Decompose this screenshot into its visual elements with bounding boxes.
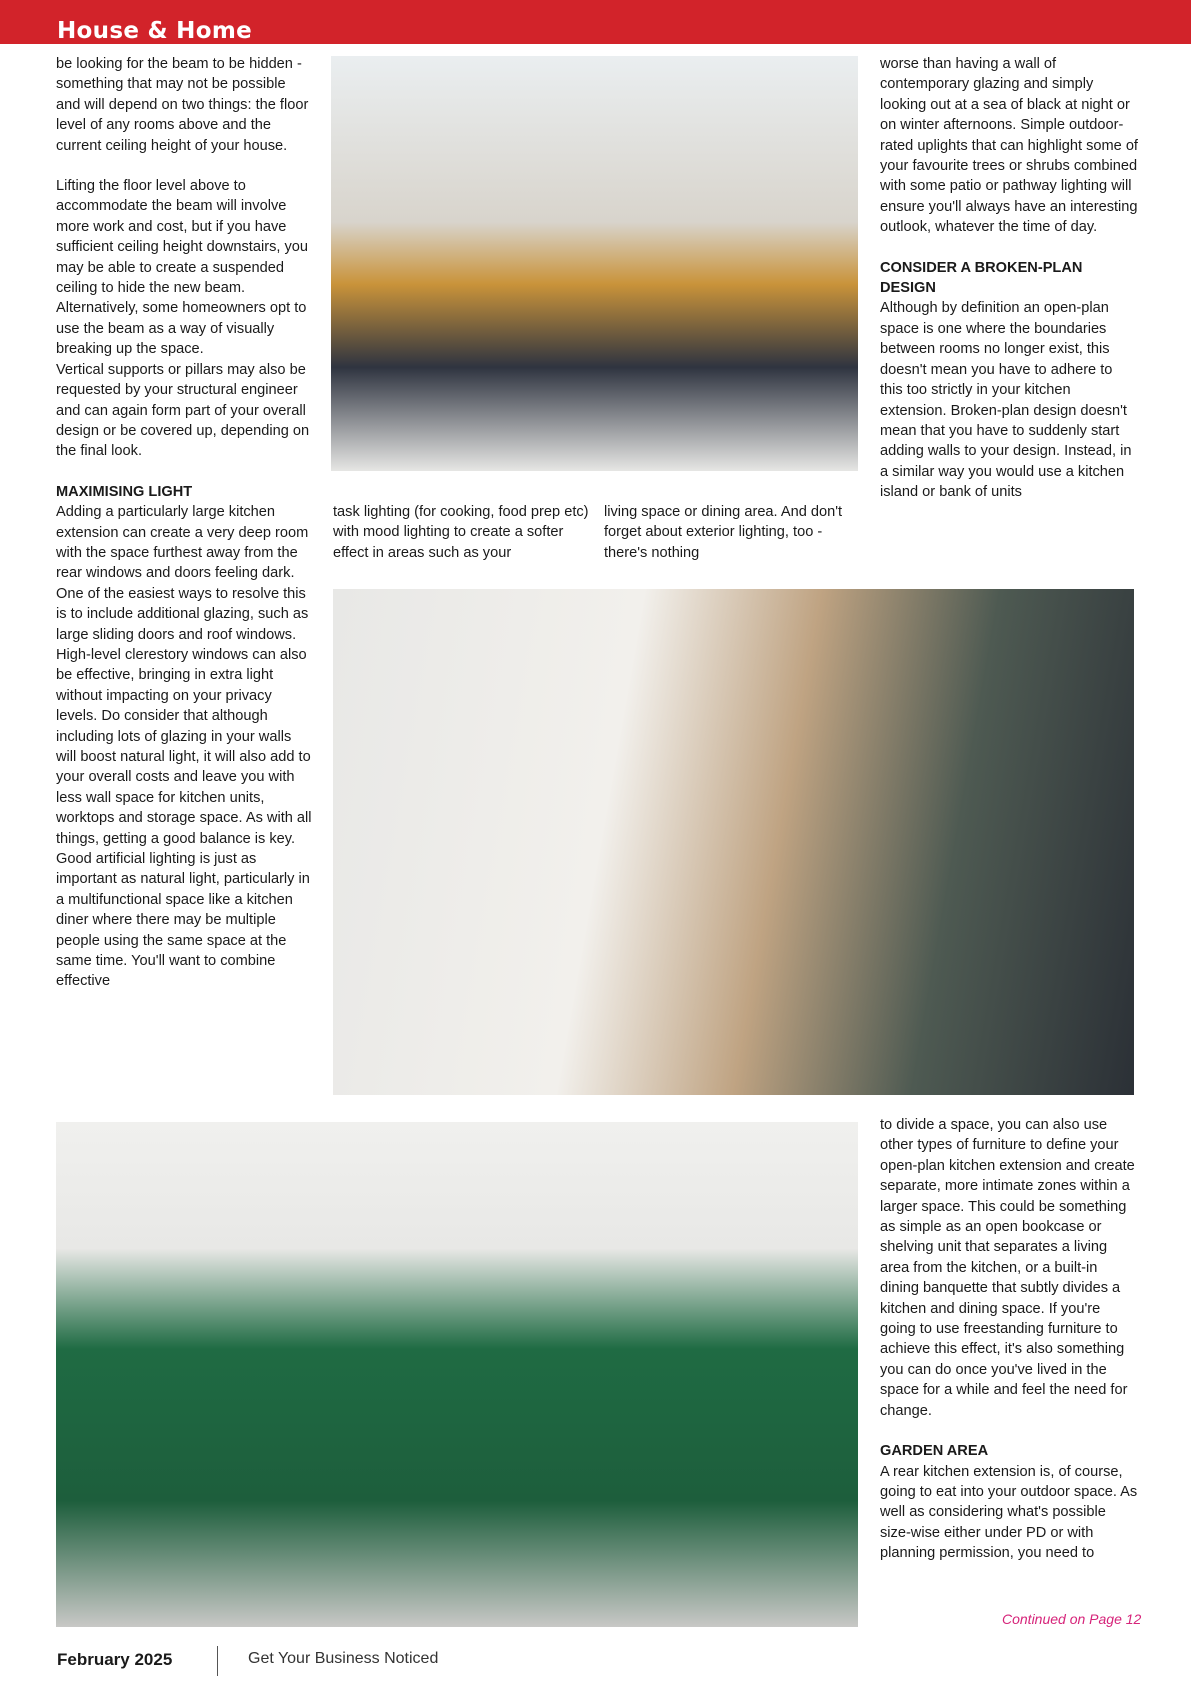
subheading: GARDEN AREA [880,1443,989,1460]
text-column-1 [56,54,312,992]
subheading: MAXIMISING LIGHT [56,483,193,500]
text-column-4 [880,1115,1138,1564]
paragraph: task lighting (for cooking, food prep etc) with mood lighting to create a softer effect in areas such as your [333,504,589,561]
continued-link[interactable]: Continued on Page 12 [1002,1611,1142,1627]
paragraph: Lifting the floor level above to accommodate the beam will involve more work and cost, but if you have sufficient ceiling height downstairs, you may be able to create a suspended ceiling to hide the new beam. Alternatively, some homeowners opt to use the beam as a way of visually breaking up the space. [56,178,309,358]
paragraph: Adding a particularly large kitchen extension can create a very deep room with the space furthest away from the rear windows and doors feeling dark. One of the easiest ways to resolve this is to include additional glazing, such as large sliding doors and roof windows. High-level clerestory windows can also be effective, bringing in extra light without impacting on your privacy levels. Do consider that although including lots of glazing in your walls will boost natural light, it will also add to your overall costs and leave you with less wall space for kitchen units, worktops and storage space. As with all things, getting a good balance is key. Good artificial lighting is just as important as natural light, particularly in a multifunctional space like a kitchen diner where there may be multiple people using the same space at the same time. You'll want to combine effective [56,504,312,990]
paragraph: living space or dining area. And don't forget about exterior lighting, too - there's nothing [604,504,843,561]
paragraph: Vertical supports or pillars may also be requested by your structural engineer and can again form part of your overall design or be covered up, depending on the final look. [56,361,310,460]
footer-date: February 2025 [57,1650,173,1669]
section-header [0,0,1191,44]
footer-tagline: Get Your Business Noticed [248,1650,439,1667]
kitchen-photo-3 [56,1122,858,1627]
section-title: House & Home [57,18,253,44]
paragraph: A rear kitchen extension is, of course, going to eat into your outdoor space. As well as considering what's possible size-wise either under PD or with planning permission, you need to [880,1463,1138,1562]
paragraph: be looking for the beam to be hidden - something that may not be possible and will depend on two things: the floor level of any rooms above and the current ceiling height of your house. [56,56,309,154]
kitchen-photo-2 [333,589,1134,1095]
text-column-3 [880,54,1138,503]
subheading: CONSIDER A BROKEN-PLAN DESIGN [880,259,1083,297]
text-column-mid-2 [604,502,858,563]
paragraph: to divide a space, you can also use other types of furniture to define your open-plan kitchen extension and create separate, more intimate zones within a larger space. This could be something as simple as an open bookcase or shelving unit that separates a living area from the kitchen, or a built-in dining banquette that subtly divides a kitchen and dining space. If you're going to use freestanding furniture to achieve this effect, it's also something you can do once you've lived in the space for a while and feel the need for change. [880,1117,1135,1419]
paragraph: Although by definition an open-plan space is one where the boundaries between rooms no longer exist, this doesn't mean you have to adhere to this too strictly in your kitchen extension. Broken-plan design doesn't mean that you have to suddenly start adding walls to your design. Instead, in a similar way you would use a kitchen island or bank of units [880,300,1132,501]
paragraph: worse than having a wall of contemporary glazing and simply looking out at a sea of black at night or on winter afternoons. Simple outdoor-rated uplights that can highlight some of your favourite trees or shrubs combined with some patio or pathway lighting will ensure you'll always have an interesting outlook, whatever the time of day. [880,56,1138,236]
kitchen-photo-1 [331,56,858,471]
text-column-mid-1 [333,502,589,563]
footer-divider [217,1646,218,1676]
